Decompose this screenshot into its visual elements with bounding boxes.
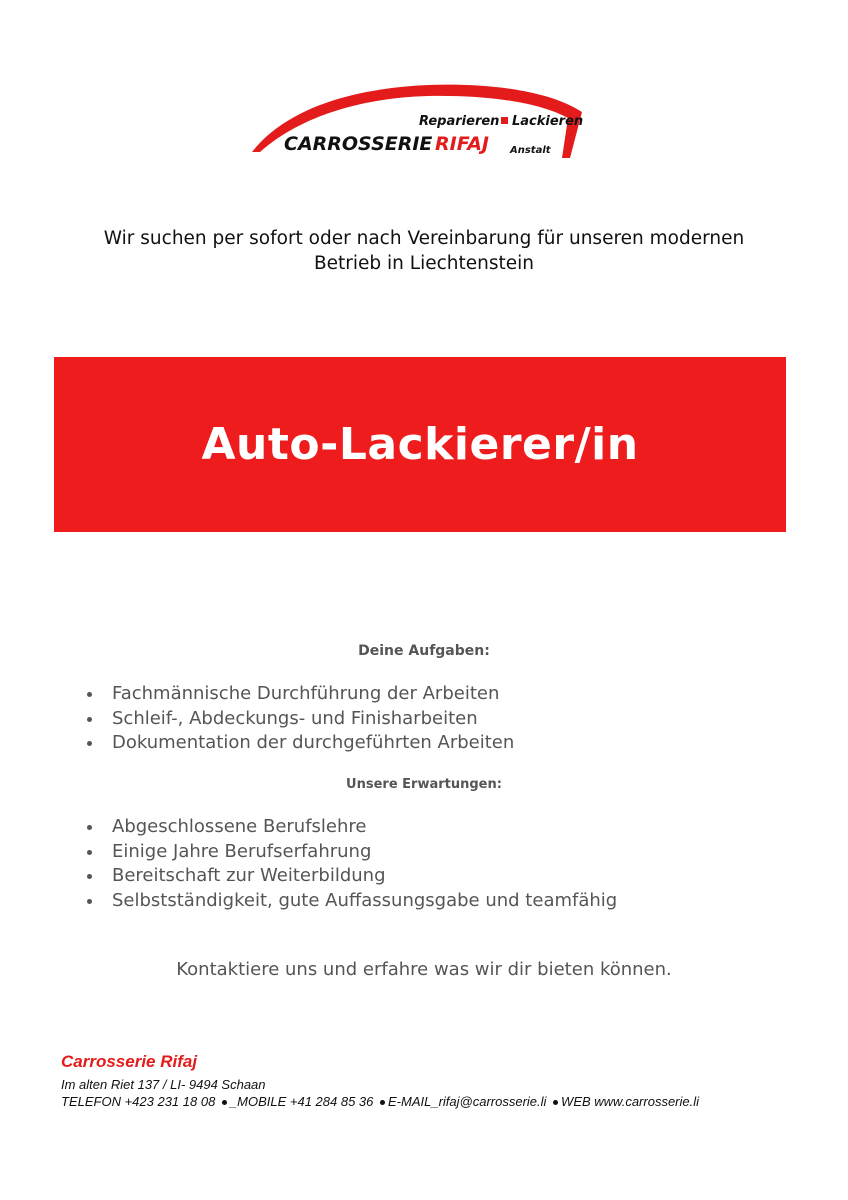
company-logo	[248, 78, 588, 160]
bullet-icon	[87, 874, 92, 879]
separator-dot-icon	[222, 1100, 227, 1105]
list-item-text: Selbstständigkeit, gute Auffassungsgabe und teamfähig	[112, 889, 618, 911]
footer-company-name: Carrosserie Rifaj	[61, 1052, 198, 1071]
tasks-list	[84, 682, 514, 756]
tasks-heading: Deine Aufgaben:	[358, 643, 490, 659]
list-item	[84, 815, 617, 840]
footer-contact-line	[61, 1093, 699, 1110]
bullet-icon	[87, 692, 92, 697]
list-item-text: Bereitschaft zur Weiterbildung	[112, 865, 386, 886]
logo-graphic	[248, 78, 588, 160]
intro-line-2: Betrieb in Liechtenstein	[313, 253, 535, 274]
footer-web[interactable]: WEB www.carrosserie.li	[561, 1094, 700, 1109]
logo-name-black: CARROSSERIE	[284, 133, 433, 155]
logo-tagline-left: Reparieren	[419, 114, 500, 129]
bullet-icon	[87, 741, 92, 746]
list-item	[84, 707, 514, 732]
logo-tagline-right: Lackieren	[512, 114, 584, 129]
logo-suffix: Anstalt	[510, 145, 551, 156]
bullet-icon	[87, 717, 92, 722]
list-item	[84, 864, 617, 889]
bullet-icon	[87, 899, 92, 904]
footer-mobile: _MOBILE +41 284 85 36	[229, 1094, 374, 1109]
footer-address: Im alten Riet 137 / LI- 9494 Schaan	[61, 1077, 266, 1092]
job-title-banner	[54, 357, 786, 532]
list-item-text: Schleif-, Abdeckungs- und Finisharbeiten	[112, 707, 478, 729]
list-item	[84, 840, 617, 865]
logo-name-red: RIFAJ	[435, 133, 490, 155]
footer	[61, 1052, 699, 1110]
list-item	[84, 682, 514, 707]
intro-line-1: Wir suchen per sofort oder nach Vereinbarung für unseren modernen	[103, 228, 745, 249]
list-item-text: Einige Jahre Berufserfahrung	[112, 840, 372, 862]
list-item-text: Dokumentation der durchgeführten Arbeiten	[112, 732, 515, 753]
contact-call-to-action: Kontaktiere uns und erfahre was wir dir bieten können.	[176, 959, 672, 980]
intro-text	[40, 226, 808, 276]
logo-separator	[501, 117, 508, 124]
list-item-text: Abgeschlossene Berufslehre	[112, 816, 367, 837]
footer-phone: TELEFON +423 231 18 08	[61, 1094, 216, 1109]
expectations-list	[84, 815, 617, 913]
job-title: Auto-Lackierer/in	[201, 419, 639, 470]
list-item	[84, 731, 514, 756]
bullet-icon	[87, 825, 92, 830]
bullet-icon	[87, 850, 92, 855]
separator-dot-icon	[553, 1100, 558, 1105]
list-item-text: Fachmännische Durchführung der Arbeiten	[112, 683, 500, 704]
separator-dot-icon	[380, 1100, 385, 1105]
list-item	[84, 889, 617, 914]
footer-email[interactable]: E-MAIL_rifaj@carrosserie.li	[388, 1094, 547, 1109]
expectations-heading: Unsere Erwartungen:	[346, 777, 502, 792]
